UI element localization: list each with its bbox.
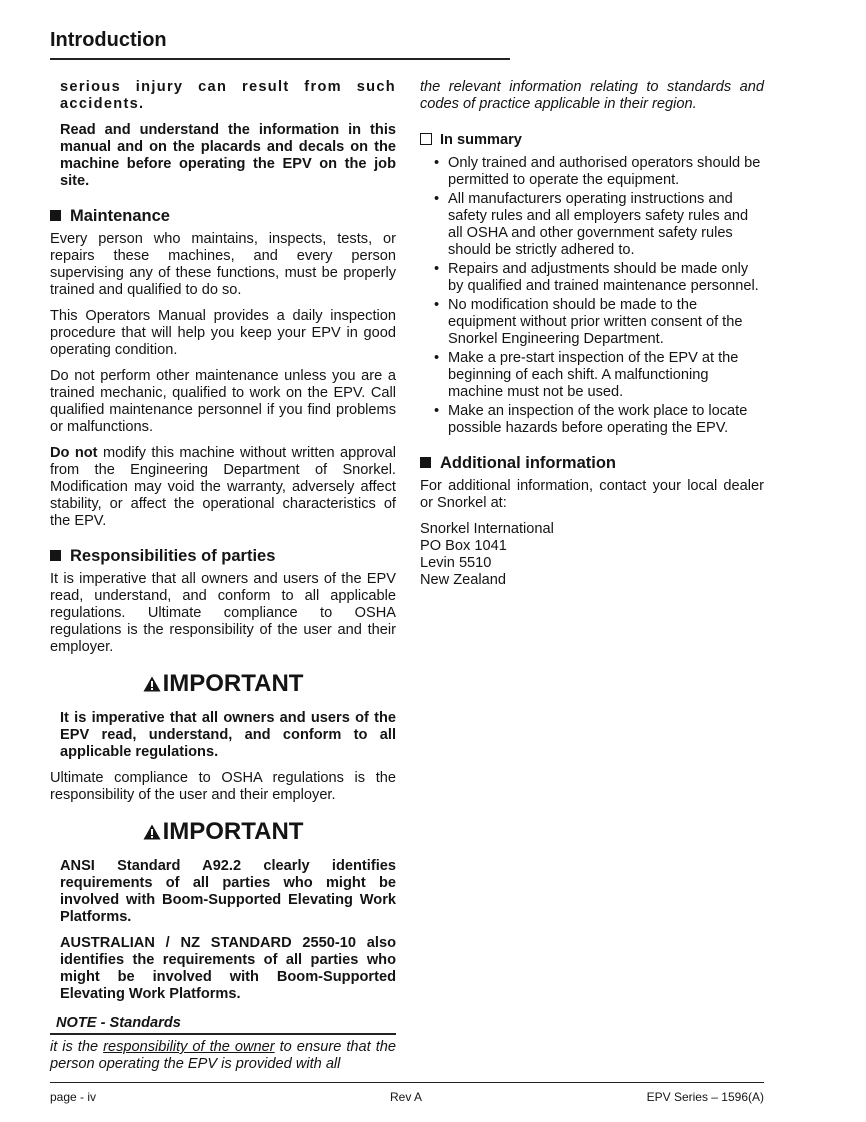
summary-heading: In summary <box>420 132 764 149</box>
important-2-text-2: AUSTRALIAN / NZ STANDARD 2550-10 also identifies the requirements of all parties who might be involved with Boom-Supported Elevating Work Platforms. <box>60 935 396 1002</box>
page-header-title: Introduction <box>50 29 167 51</box>
list-item: • No modification should be made to the equipment without prior written consent of the Snorkel Engineering Department. <box>434 297 764 348</box>
address-line: Levin 5510 <box>420 555 492 571</box>
footer-page-number: page - iv <box>50 1090 97 1104</box>
square-bullet-icon <box>420 457 431 468</box>
additional-information-heading: Additional information <box>420 453 764 473</box>
note-standards-body: it is the responsibility of the owner to ensure that the person operating the EPV is provided with all <box>50 1039 396 1072</box>
list-item: • Repairs and adjustments should be made only by qualified and trained maintenance personnel. <box>434 261 764 295</box>
maintenance-paragraph-1: Every person who maintains, inspects, tests, or repairs these machines, and every person supervising any of these functions, must be properly trained and qualified to do so. <box>50 231 396 298</box>
contact-address <box>420 521 764 589</box>
square-bullet-icon <box>50 550 61 561</box>
responsibilities-paragraph-1: It is imperative that all owners and users of the EPV read, understand, and conform to all applicable regulations. Ultimate compliance to OSHA regulations is the responsibility of the user and their employer. <box>50 571 396 655</box>
footer-series: EPV Series – 1596(A) <box>646 1090 764 1104</box>
warning-triangle-icon <box>143 676 161 692</box>
summary-list <box>420 155 764 437</box>
checkbox-icon <box>420 133 432 145</box>
important-1-text: It is imperative that all owners and users of the EPV read, understand, and conform to all applicable regulations. <box>60 710 396 760</box>
address-line: New Zealand <box>420 572 506 588</box>
header-rule <box>50 58 510 60</box>
intro-paragraph-2: Read and understand the information in this manual and on the placards and decals on the machine before operating the EPV on the job site. <box>60 122 396 189</box>
important-2-text-1: ANSI Standard A92.2 clearly identifies requirements of all parties who might be involved with Boom-Supported Elevating Work Platforms. <box>60 858 396 925</box>
left-column <box>50 79 396 1073</box>
maintenance-paragraph-3: Do not perform other maintenance unless you are a trained mechanic, qualified to work on the EPV. Call qualified maintenance personnel if you find problems or malfunctions. <box>50 368 396 435</box>
responsibilities-paragraph-2: Ultimate compliance to OSHA regulations is the responsibility of the user and their employer. <box>50 770 396 803</box>
list-item: • All manufacturers operating instructions and safety rules and all employers safety rules and all OSHA and other government safety rules should be strictly adhered to. <box>434 191 764 259</box>
intro-paragraph-1: serious injury can result from such accidents. <box>60 79 396 112</box>
maintenance-heading: Maintenance <box>50 206 396 226</box>
responsibilities-heading: Responsibilities of parties <box>50 546 396 566</box>
list-item: • Make an inspection of the work place to locate possible hazards before operating the EPV. <box>434 403 764 437</box>
maintenance-paragraph-4: Do not modify this machine without written approval from the Engineering Department of Snorkel. Modification may void the warranty, adversely affect stability, or affect the operational characteristics of the EPV. <box>50 445 396 529</box>
list-item: • Make a pre-start inspection of the EPV at the beginning of each shift. A malfunctioning machine must not be used. <box>434 350 764 401</box>
address-line: Snorkel International <box>420 521 554 537</box>
list-item: • Only trained and authorised operators should be permitted to operate the equipment. <box>434 155 764 189</box>
footer-rule <box>50 1082 764 1083</box>
important-callout-1: IMPORTANT <box>50 670 396 698</box>
note-standards-title: NOTE - Standards <box>50 1015 396 1035</box>
address-line: PO Box 1041 <box>420 538 507 554</box>
maintenance-paragraph-2: This Operators Manual provides a daily inspection procedure that will help you keep your EPV in good operating condition. <box>50 308 396 358</box>
square-bullet-icon <box>50 210 61 221</box>
right-column <box>420 79 764 589</box>
footer-revision: Rev A <box>390 1090 423 1104</box>
warning-triangle-icon <box>143 824 161 840</box>
important-callout-2: IMPORTANT <box>50 818 396 846</box>
continued-paragraph: the relevant information relating to standards and codes of practice applicable in their region. <box>420 79 764 112</box>
additional-information-paragraph: For additional information, contact your local dealer or Snorkel at: <box>420 478 764 511</box>
